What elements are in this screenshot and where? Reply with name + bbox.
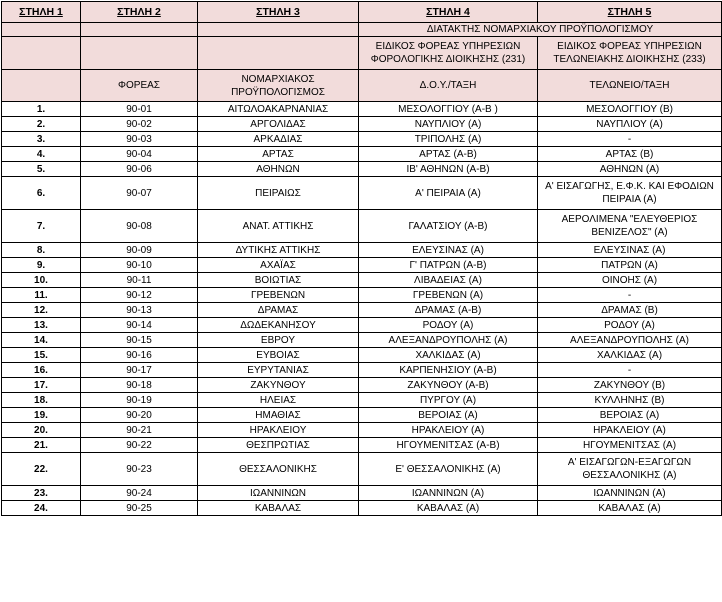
- customs-cell: [538, 438, 722, 453]
- row-number-cell: 1.: [2, 102, 81, 117]
- row-number-cell: 3.: [2, 132, 81, 147]
- row-number-cell: 10.: [2, 273, 81, 288]
- doy-cell: ΑΛΕΞΑΝΔΡΟΥΠΟΛΗΣ (Α): [359, 333, 538, 348]
- row-number-cell: 24.: [2, 501, 81, 516]
- doy-cell: Γ' ΠΑΤΡΩΝ (Α-Β): [359, 258, 538, 273]
- foreas-code-cell: 90-24: [81, 486, 198, 501]
- doy-cell: ΙΒ' ΑΘΗΝΩΝ (Α-Β): [359, 162, 538, 177]
- empty-cell: [198, 37, 359, 70]
- foreas-code-cell: 90-14: [81, 318, 198, 333]
- table-row: [2, 453, 722, 486]
- group-title: ΔΙΑΤΑΚΤΗΣ ΝΟΜΑΡΧΙΑΚΟΥ ΠΡΟΫΠΟΛΟΓΙΣΜΟΥ: [359, 23, 722, 37]
- customs-cell: [538, 453, 722, 486]
- table-row: [2, 273, 722, 288]
- prefecture-cell: ΑΡΚΑΔΙΑΣ: [198, 132, 359, 147]
- table-row: [2, 288, 722, 303]
- prefecture-cell: ΘΕΣΣΑΛΟΝΙΚΗΣ: [198, 453, 359, 486]
- customs-line1: ΒΕΡΟΙΑΣ (Α): [599, 409, 660, 421]
- customs-line1: ΟΙΝΟΗΣ (Α): [601, 274, 658, 286]
- customs-line1: ΚΥΛΛΗΝΗΣ (Β): [594, 394, 665, 406]
- foreas-code-cell: 90-15: [81, 333, 198, 348]
- column-title-5: ΣΤΗΛΗ 5: [538, 2, 722, 23]
- foreas-code-cell: 90-07: [81, 177, 198, 210]
- prefecture-cell: ΑΝΑΤ. ΑΤΤΙΚΗΣ: [198, 210, 359, 243]
- row-number-cell: 13.: [2, 318, 81, 333]
- row-number-cell: 12.: [2, 303, 81, 318]
- table-row: [2, 258, 722, 273]
- customs-line1: ΡΟΔΟΥ (Α): [604, 319, 655, 331]
- customs-agency-line1: ΕΙΔΙΚΟΣ ΦΟΡΕΑΣ ΥΠΗΡΕΣΙΩΝ: [557, 41, 702, 52]
- customs-line1: -: [627, 364, 632, 376]
- customs-line1: -: [627, 133, 632, 145]
- prefecture-cell: ΖΑΚΥΝΘΟΥ: [198, 378, 359, 393]
- customs-line1: ΗΡΑΚΛΕΙΟΥ (Α): [593, 424, 666, 436]
- customs-line1: ΠΑΤΡΩΝ (Α): [601, 259, 658, 271]
- field-header-row: [2, 70, 722, 102]
- table-row: [2, 102, 722, 117]
- prefecture-cell: ΑΡΤΑΣ: [198, 147, 359, 162]
- customs-line1: ΝΑΥΠΛΙΟΥ (Α): [596, 118, 663, 130]
- group-header-row: [2, 23, 722, 37]
- customs-cell: [538, 147, 722, 162]
- doy-cell: ΤΡΙΠΟΛΗΣ (Α): [359, 132, 538, 147]
- table-row: [2, 348, 722, 363]
- doy-cell: ΛΙΒΑΔΕΙΑΣ (Α): [359, 273, 538, 288]
- table-row: [2, 501, 722, 516]
- empty-cell: [81, 23, 198, 37]
- customs-line2: ΠΕΙΡΑΙΑ (Α): [602, 194, 657, 205]
- customs-cell: [538, 288, 722, 303]
- row-number-cell: 6.: [2, 177, 81, 210]
- prefecture-cell: ΔΡΑΜΑΣ: [198, 303, 359, 318]
- foreas-code-cell: 90-16: [81, 348, 198, 363]
- foreas-code-cell: 90-04: [81, 147, 198, 162]
- doy-cell: ΧΑΛΚΙΔΑΣ (Α): [359, 348, 538, 363]
- tax-agency-line1: ΕΙΔΙΚΟΣ ΦΟΡΕΑΣ ΥΠΗΡΕΣΙΩΝ: [375, 41, 521, 52]
- table-row: [2, 378, 722, 393]
- row-number-cell: 8.: [2, 243, 81, 258]
- table-row: [2, 117, 722, 132]
- prefecture-cell: ΑΡΓΟΛΙΔΑΣ: [198, 117, 359, 132]
- doy-cell: Ε' ΘΕΣΣΑΛΟΝΙΚΗΣ (Α): [359, 453, 538, 486]
- customs-line1: ΑΘΗΝΩΝ (Α): [599, 163, 660, 175]
- foreas-code-cell: 90-21: [81, 423, 198, 438]
- prefecture-cell: ΔΥΤΙΚΗΣ ΑΤΤΙΚΗΣ: [198, 243, 359, 258]
- empty-cell: [198, 23, 359, 37]
- doy-cell: ΗΓΟΥΜΕΝΙΤΣΑΣ (Α-Β): [359, 438, 538, 453]
- tax-agency-header: [359, 37, 538, 70]
- nomarxiakos-line1: ΝΟΜΑΡΧΙΑΚΟΣ: [241, 73, 315, 85]
- prefecture-cell: ΠΕΙΡΑΙΩΣ: [198, 177, 359, 210]
- customs-line2: ΒΕΝΙΖΕΛΟΣ" (Α): [591, 227, 668, 238]
- row-number-cell: 19.: [2, 408, 81, 423]
- prefecture-cell: ΑΧΑΪΑΣ: [198, 258, 359, 273]
- row-number-cell: 4.: [2, 147, 81, 162]
- row-number-cell: 18.: [2, 393, 81, 408]
- row-number-cell: 15.: [2, 348, 81, 363]
- table-row: [2, 333, 722, 348]
- foreas-code-cell: 90-19: [81, 393, 198, 408]
- customs-cell: [538, 303, 722, 318]
- column-title-3: ΣΤΗΛΗ 3: [198, 2, 359, 23]
- doy-cell: ΜΕΣΟΛΟΓΓΙΟΥ (Α-Β ): [359, 102, 538, 117]
- doy-cell: ΚΑΡΠΕΝΗΣΙΟΥ (Α-Β): [359, 363, 538, 378]
- foreas-code-cell: 90-01: [81, 102, 198, 117]
- table-body: [2, 102, 722, 516]
- customs-cell: [538, 162, 722, 177]
- prefecture-cell: ΕΥΡΥΤΑΝΙΑΣ: [198, 363, 359, 378]
- row-number-cell: 21.: [2, 438, 81, 453]
- foreas-code-cell: 90-09: [81, 243, 198, 258]
- foreas-code-cell: 90-17: [81, 363, 198, 378]
- prefecture-cell: ΕΥΒΟΙΑΣ: [198, 348, 359, 363]
- table-row: [2, 162, 722, 177]
- doy-cell: ΕΛΕΥΣΙΝΑΣ (Α): [359, 243, 538, 258]
- doy-cell: ΡΟΔΟΥ (Α): [359, 318, 538, 333]
- customs-cell: [538, 318, 722, 333]
- customs-line1: ΧΑΛΚΙΔΑΣ (Α): [596, 349, 663, 361]
- customs-line1: ΑΕΡΟΛΙΜΕΝΑ "ΕΛΕΥΘΕΡΙΟΣ: [561, 214, 698, 225]
- telonio-header: ΤΕΛΩΝΕΙΟ/ΤΑΞΗ: [538, 70, 722, 102]
- budget-table: [1, 1, 722, 516]
- customs-line1: ΔΡΑΜΑΣ (Β): [601, 304, 658, 316]
- customs-cell: [538, 243, 722, 258]
- customs-cell: [538, 258, 722, 273]
- doy-cell: ΖΑΚΥΝΘΟΥ (Α-Β): [359, 378, 538, 393]
- row-number-cell: 2.: [2, 117, 81, 132]
- foreas-code-cell: 90-12: [81, 288, 198, 303]
- empty-cell: [2, 70, 81, 102]
- customs-cell: [538, 273, 722, 288]
- foreas-code-cell: 90-23: [81, 453, 198, 486]
- column-title-4: ΣΤΗΛΗ 4: [359, 2, 538, 23]
- prefecture-cell: ΓΡΕΒΕΝΩΝ: [198, 288, 359, 303]
- table-row: [2, 243, 722, 258]
- doy-cell: ΝΑΥΠΛΙΟΥ (Α): [359, 117, 538, 132]
- customs-agency-header: [538, 37, 722, 70]
- foreas-header: ΦΟΡΕΑΣ: [81, 70, 198, 102]
- tax-agency-line2: ΦΟΡΟΛΟΓΙΚΗΣ ΔΙΟΙΚΗΣΗΣ (231): [370, 54, 526, 65]
- table-row: [2, 177, 722, 210]
- customs-cell: [538, 378, 722, 393]
- table-row: [2, 423, 722, 438]
- customs-line1: ΜΕΣΟΛΟΓΓΙΟΥ (Β): [586, 103, 673, 115]
- customs-cell: [538, 363, 722, 378]
- prefecture-cell: ΙΩΑΝΝΙΝΩΝ: [198, 486, 359, 501]
- row-number-cell: 5.: [2, 162, 81, 177]
- doy-cell: ΔΡΑΜΑΣ (Α-Β): [359, 303, 538, 318]
- table-row: [2, 438, 722, 453]
- prefecture-cell: ΑΙΤΩΛΟΑΚΑΡΝΑΝΙΑΣ: [198, 102, 359, 117]
- row-number-cell: 23.: [2, 486, 81, 501]
- table-row: [2, 132, 722, 147]
- row-number-cell: 11.: [2, 288, 81, 303]
- customs-cell: [538, 102, 722, 117]
- foreas-code-cell: 90-25: [81, 501, 198, 516]
- customs-line1: Α' ΕΙΣΑΓΩΓΗΣ, Ε.Φ.Κ. ΚΑΙ ΕΦΟΔΙΩΝ: [545, 181, 714, 192]
- customs-line2: ΘΕΣΣΑΛΟΝΙΚΗΣ (Α): [582, 470, 677, 481]
- doy-cell: ΓΡΕΒΕΝΩΝ (Α): [359, 288, 538, 303]
- customs-cell: [538, 132, 722, 147]
- doy-cell: ΗΡΑΚΛΕΙΟΥ (Α): [359, 423, 538, 438]
- column-title-1: ΣΤΗΛΗ 1: [2, 2, 81, 23]
- row-number-cell: 16.: [2, 363, 81, 378]
- column-title-2: ΣΤΗΛΗ 2: [81, 2, 198, 23]
- customs-line1: ΑΡΤΑΣ (Β): [605, 148, 654, 160]
- empty-cell: [2, 37, 81, 70]
- foreas-code-cell: 90-18: [81, 378, 198, 393]
- empty-cell: [2, 23, 81, 37]
- customs-cell: [538, 408, 722, 423]
- foreas-code-cell: 90-20: [81, 408, 198, 423]
- customs-line1: ΗΓΟΥΜΕΝΙΤΣΑΣ (Α): [582, 439, 677, 451]
- foreas-code-cell: 90-10: [81, 258, 198, 273]
- doy-cell: ΒΕΡΟΙΑΣ (Α): [359, 408, 538, 423]
- customs-cell: [538, 393, 722, 408]
- prefecture-cell: ΚΑΒΑΛΑΣ: [198, 501, 359, 516]
- customs-cell: [538, 486, 722, 501]
- customs-line1: ΖΑΚΥΝΘΟΥ (Β): [593, 379, 666, 391]
- row-number-cell: 9.: [2, 258, 81, 273]
- foreas-code-cell: 90-11: [81, 273, 198, 288]
- customs-line1: ΑΛΕΞΑΝΔΡΟΥΠΟΛΗΣ (Α): [570, 334, 689, 346]
- customs-cell: [538, 117, 722, 132]
- doy-cell: ΓΑΛΑΤΣΙΟΥ (Α-Β): [359, 210, 538, 243]
- doy-cell: ΚΑΒΑΛΑΣ (Α): [359, 501, 538, 516]
- row-number-cell: 14.: [2, 333, 81, 348]
- table-row: [2, 318, 722, 333]
- empty-cell: [81, 37, 198, 70]
- table-row: [2, 210, 722, 243]
- foreas-code-cell: 90-02: [81, 117, 198, 132]
- row-number-cell: 7.: [2, 210, 81, 243]
- table-row: [2, 393, 722, 408]
- customs-line1: -: [627, 289, 632, 301]
- customs-line1: ΕΛΕΥΣΙΝΑΣ (Α): [593, 244, 666, 256]
- table-row: [2, 363, 722, 378]
- nomarxiakos-line2: ΠΡΟΫΠΟΛΟΓΙΣΜΟΣ: [231, 86, 325, 98]
- customs-line1: ΚΑΒΑΛΑΣ (Α): [598, 502, 661, 514]
- customs-cell: [538, 333, 722, 348]
- table-row: [2, 303, 722, 318]
- prefecture-cell: ΗΛΕΙΑΣ: [198, 393, 359, 408]
- row-number-cell: 20.: [2, 423, 81, 438]
- customs-cell: [538, 423, 722, 438]
- table-row: [2, 147, 722, 162]
- prefecture-cell: ΔΩΔΕΚΑΝΗΣΟΥ: [198, 318, 359, 333]
- prefecture-cell: ΒΟΙΩΤΙΑΣ: [198, 273, 359, 288]
- customs-cell: [538, 177, 722, 210]
- prefecture-cell: ΗΡΑΚΛΕΙΟΥ: [198, 423, 359, 438]
- column-title-row: [2, 2, 722, 23]
- foreas-code-cell: 90-06: [81, 162, 198, 177]
- nomarxiakos-header: [198, 70, 359, 102]
- foreas-code-cell: 90-03: [81, 132, 198, 147]
- row-number-cell: 22.: [2, 453, 81, 486]
- foreas-code-cell: 90-08: [81, 210, 198, 243]
- doy-cell: ΑΡΤΑΣ (Α-Β): [359, 147, 538, 162]
- foreas-code-cell: 90-13: [81, 303, 198, 318]
- doy-cell: Α' ΠΕΙΡΑΙΑ (Α): [359, 177, 538, 210]
- prefecture-cell: ΑΘΗΝΩΝ: [198, 162, 359, 177]
- customs-line1: Α' ΕΙΣΑΓΩΓΩΝ-ΕΞΑΓΩΓΩΝ: [567, 457, 692, 468]
- doy-cell: ΙΩΑΝΝΙΝΩΝ (Α): [359, 486, 538, 501]
- doy-cell: ΠΥΡΓΟΥ (Α): [359, 393, 538, 408]
- customs-agency-line2: ΤΕΛΩΝΕΙΑΚΗΣ ΔΙΟΙΚΗΣΗΣ (233): [553, 54, 706, 65]
- prefecture-cell: ΘΕΣΠΡΩΤΙΑΣ: [198, 438, 359, 453]
- customs-cell: [538, 348, 722, 363]
- table-row: [2, 486, 722, 501]
- customs-line1: ΙΩΑΝΝΙΝΩΝ (Α): [593, 487, 666, 499]
- prefecture-cell: ΗΜΑΘΙΑΣ: [198, 408, 359, 423]
- table-row: [2, 408, 722, 423]
- agency-header-row: [2, 37, 722, 70]
- row-number-cell: 17.: [2, 378, 81, 393]
- prefecture-cell: ΕΒΡΟΥ: [198, 333, 359, 348]
- customs-cell: [538, 501, 722, 516]
- foreas-code-cell: 90-22: [81, 438, 198, 453]
- doy-header: Δ.Ο.Υ./ΤΑΞΗ: [359, 70, 538, 102]
- customs-cell: [538, 210, 722, 243]
